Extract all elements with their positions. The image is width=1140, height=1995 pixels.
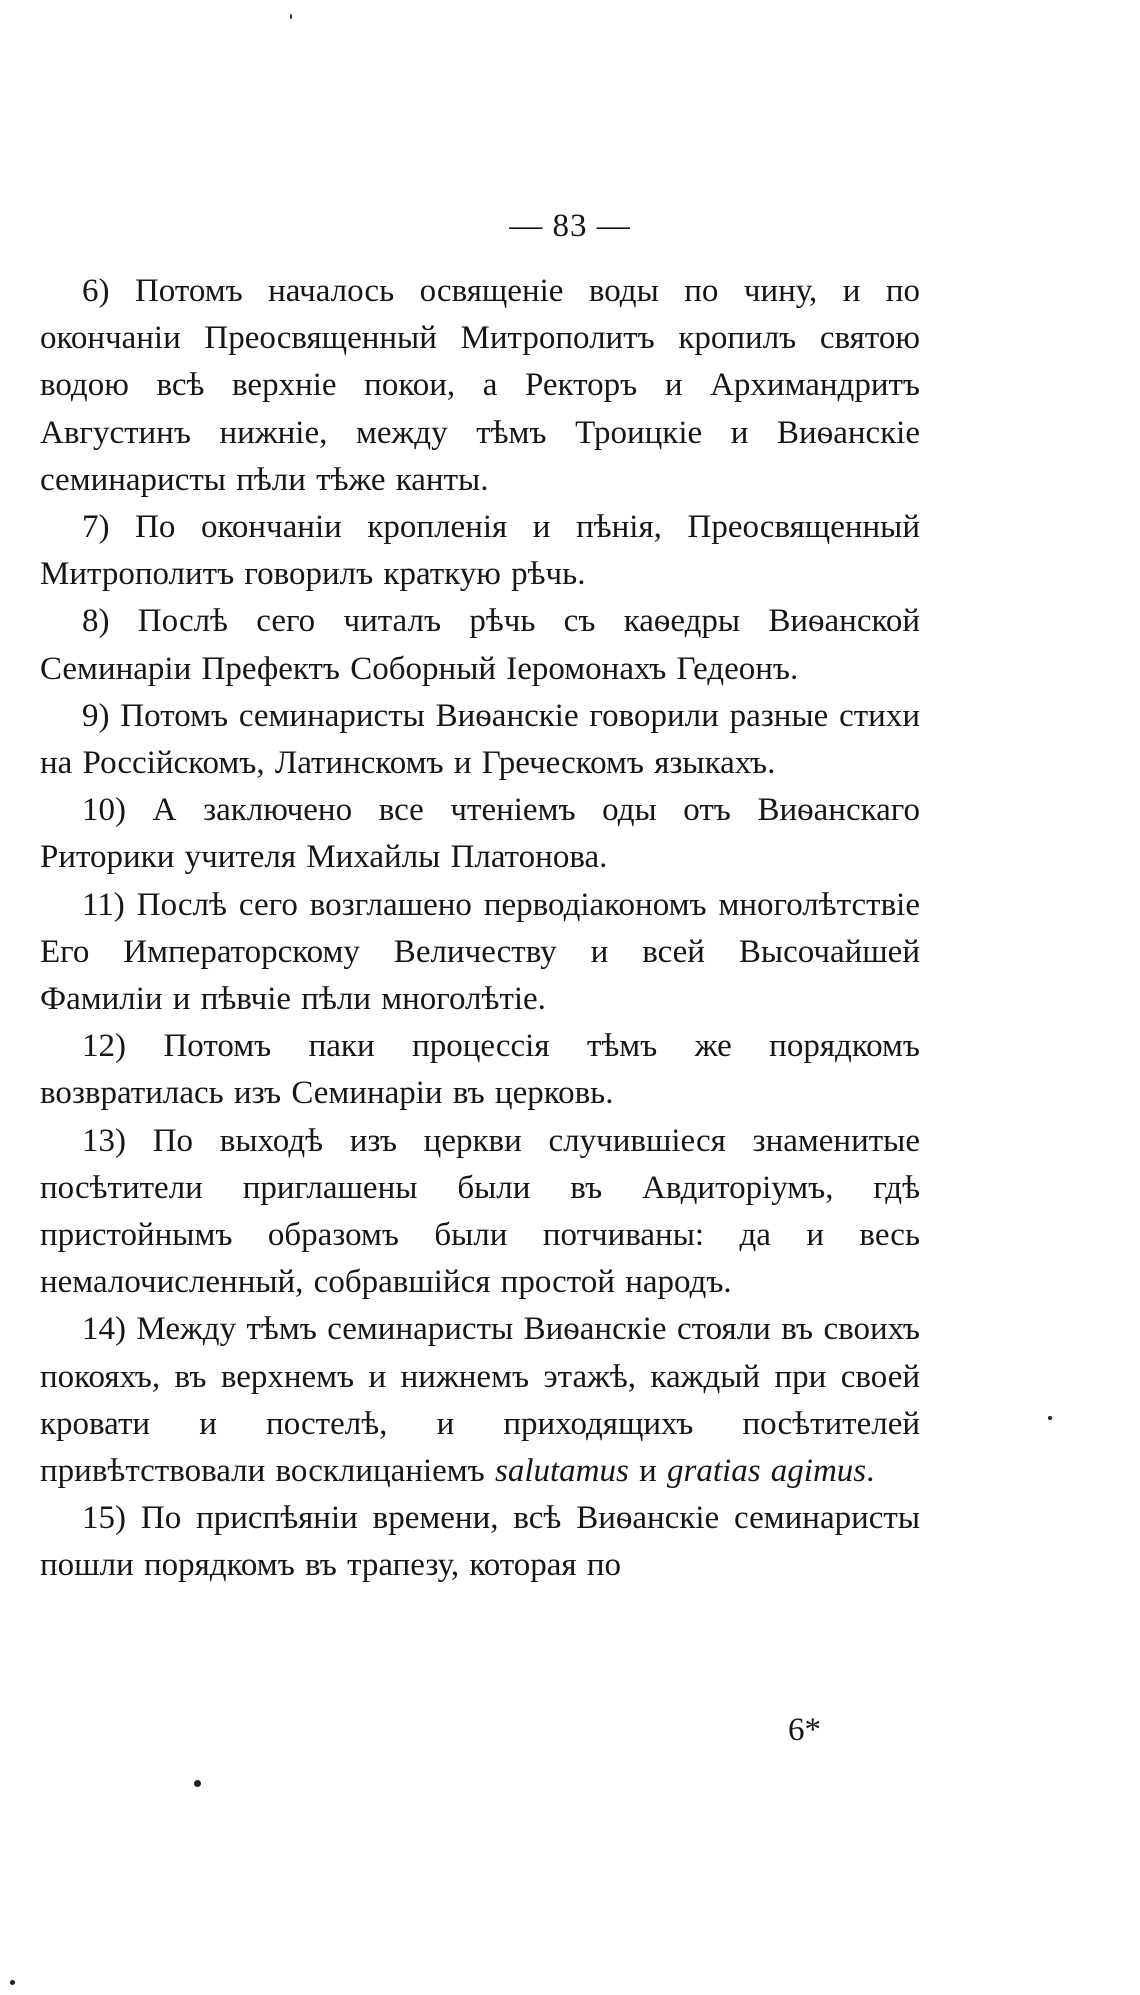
body-text [40, 268, 920, 1590]
paragraph-7: 7) По окончаніи кропленія и пѣнія, Преосвященный Митрополитъ говорилъ краткую рѣчь. [40, 509, 920, 593]
paragraph-11: 11) Послѣ сего возглашено перводіакономъ многолѣтствіе Его Императорскому Величеству и всей Высочайшей Фамиліи и пѣвчіе пѣли многолѣтіе. [40, 886, 920, 1018]
conjunction: и [639, 1453, 657, 1490]
latin-phrase-1: salutamus [495, 1453, 629, 1490]
paragraph-14-end: . [866, 1453, 875, 1490]
scan-speck [10, 1980, 15, 1985]
scan-speck [194, 1780, 201, 1787]
paragraph-15: 15) По приспѣяніи времени, всѣ Виѳанскіе семинаристы пошли порядкомъ въ трапезу, которая по [40, 1500, 920, 1584]
paragraph-13: 13) По выходѣ изъ церкви случившіеся знаменитые посѣтители приглашены были въ Авдиторіумъ, гдѣ пристойнымъ образомъ были потчиваны: да и весь немалочисленный, собравшійся простой народъ. [40, 1122, 920, 1301]
page-number: — 83 — [509, 208, 631, 244]
paragraph-14-text: 14) Между тѣмъ семинаристы Виѳанскіе стояли въ своихъ покояхъ, въ верхнемъ и нижнемъ этажѣ, каждый при своей кровати и постелѣ, и приходящихъ посѣтителей привѣтствовали восклицаніемъ [40, 1311, 920, 1490]
paragraph-10: 10) А заключено все чтеніемъ оды отъ Виѳанскаго Риторики учителя Михайлы Платонова. [40, 792, 920, 876]
signature-mark: 6* [788, 1712, 821, 1748]
paragraph-9: 9) Потомъ семинаристы Виѳанскіе говорили разные стихи на Россійскомъ, Латинскомъ и Греческомъ языкахъ. [40, 697, 920, 782]
paragraph-12: 12) Потомъ паки процессія тѣмъ же порядкомъ возвратилась изъ Семинаріи въ церковь. [40, 1028, 920, 1112]
scan-speck [290, 14, 292, 19]
scan-speck [1048, 1416, 1052, 1420]
paragraph-14 [40, 1306, 920, 1495]
paragraph-8: 8) Послѣ сего читалъ рѣчь съ каѳедры Виѳанской Семинаріи Префектъ Соборный Іеромонахъ Гедеонъ. [40, 603, 920, 687]
latin-phrase-2: gratias agimus [667, 1453, 867, 1490]
paragraph-6: 6) Потомъ началось освященіе воды по чину, и по окончаніи Преосвященный Митрополитъ кропилъ святою водою всѣ верхніе покои, а Ректоръ и Архимандритъ Августинъ нижніе, между тѣмъ Троицкіе и Виѳанскіе семинаристы пѣли тѣже канты. [40, 273, 920, 498]
